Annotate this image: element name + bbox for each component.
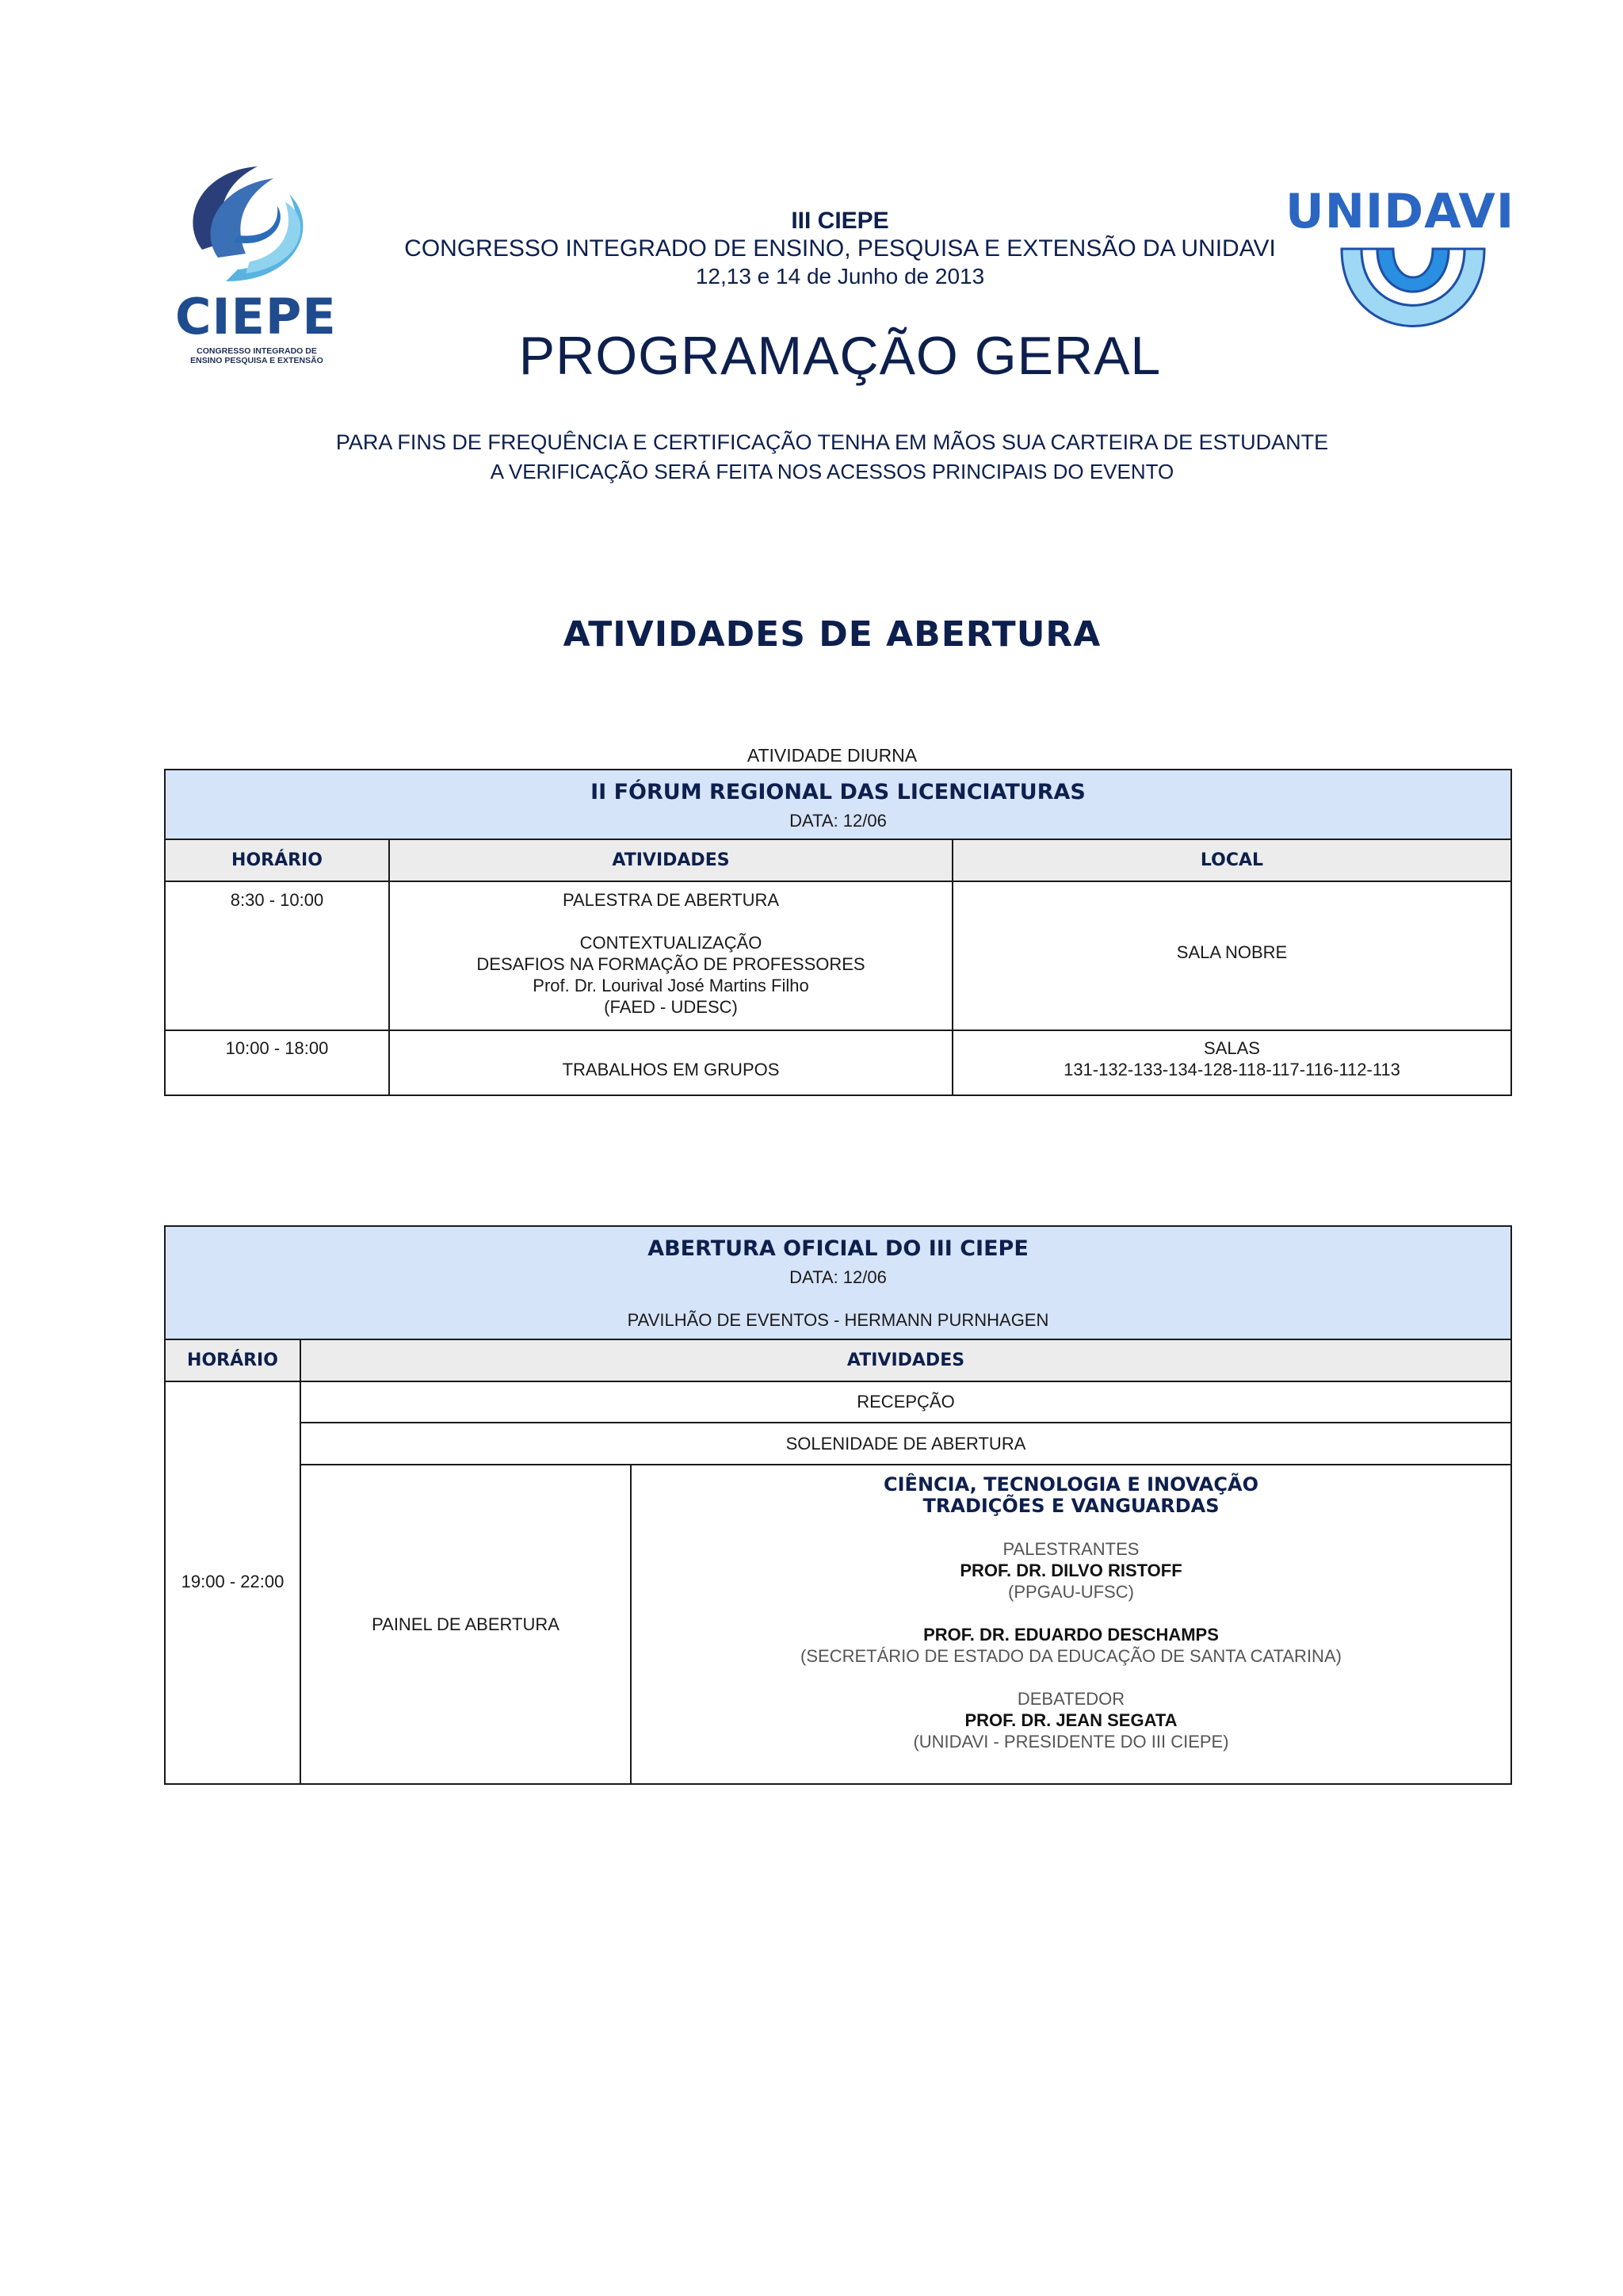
opening-panel-details xyxy=(632,1474,1510,1752)
unidavi-logo xyxy=(1282,184,1515,354)
opening-header-band xyxy=(166,1227,1510,1339)
forum-row2-time: 10:00 - 18:00 xyxy=(225,1038,329,1058)
panel-debater-label: DEBATEDOR xyxy=(1017,1689,1125,1709)
forum-caption: ATIVIDADE DIURNA xyxy=(747,745,918,766)
opening-time: 19:00 - 22:00 xyxy=(181,1572,285,1591)
opening-reception: RECEPÇÃO xyxy=(857,1392,955,1412)
forum-row2-location xyxy=(953,1037,1510,1080)
forum-row1-activity-line: PALESTRA DE ABERTURA xyxy=(562,890,780,910)
forum-table xyxy=(164,769,1512,1096)
page-title: PROGRAMAÇÃO GERAL xyxy=(518,326,1162,386)
ciepe-logo-word: CIEPE xyxy=(175,288,337,346)
panel-speaker2-name: PROF. DR. EDUARDO DESCHAMPS xyxy=(923,1625,1219,1645)
panel-theme-line-2: TRADIÇÕES E VANGUARDAS xyxy=(922,1495,1220,1517)
opening-title: ABERTURA OFICIAL DO III CIEPE xyxy=(647,1236,1029,1261)
panel-debater-name: PROF. DR. JEAN SEGATA xyxy=(964,1710,1178,1730)
forum-row1-activity-line: (FAED - UDESC) xyxy=(604,997,738,1017)
notice-line-1: PARA FINS DE FREQUÊNCIA E CERTIFICAÇÃO TENHA EM MÃOS SUA CARTEIRA DE ESTUDANTE xyxy=(335,430,1329,454)
forum-header-band xyxy=(166,770,1510,839)
forum-row1-location: SALA NOBRE xyxy=(1176,942,1288,962)
ciepe-swirl-icon xyxy=(170,162,341,289)
unidavi-logo-word: UNIDAVI xyxy=(1285,184,1515,239)
opening-col-time: HORÁRIO xyxy=(166,1340,300,1381)
opening-panel-label: PAINEL DE ABERTURA xyxy=(372,1614,559,1634)
forum-col-time: HORÁRIO xyxy=(166,840,388,881)
forum-col-activities: ATIVIDADES xyxy=(390,840,952,881)
forum-row1-activity-line: CONTEXTUALIZAÇÃO xyxy=(579,933,762,953)
panel-debater-affil: (UNIDAVI - PRESIDENTE DO III CIEPE) xyxy=(913,1732,1229,1752)
forum-row2-activity: TRABALHOS EM GRUPOS xyxy=(562,1060,780,1079)
panel-theme-line-1: CIÊNCIA, TECNOLOGIA E INOVAÇÃO xyxy=(884,1473,1258,1496)
ciepe-logo-subtitle-1: CONGRESSO INTEGRADO DE xyxy=(197,346,317,356)
forum-title: II FÓRUM REGIONAL DAS LICENCIATURAS xyxy=(590,780,1086,804)
event-name: III CIEPE xyxy=(791,208,889,234)
forum-row1-activity-line: DESAFIOS NA FORMAÇÃO DE PROFESSORES xyxy=(476,954,865,974)
congress-name: CONGRESSO INTEGRADO DE ENSINO, PESQUISA E EXTENSÃO DA UNIDAVI xyxy=(404,235,1276,262)
opening-col-activities: ATIVIDADES xyxy=(301,1340,1510,1381)
section-title: ATIVIDADES DE ABERTURA xyxy=(563,614,1102,655)
ciepe-logo xyxy=(170,162,341,369)
forum-col-location: LOCAL xyxy=(953,840,1510,881)
panel-speaker1-name: PROF. DR. DILVO RISTOFF xyxy=(960,1561,1182,1580)
panel-speaker2-affil: (SECRETÁRIO DE ESTADO DA EDUCAÇÃO DE SANTA CATARINA) xyxy=(800,1646,1342,1666)
notice-line-2: A VERIFICAÇÃO SERÁ FEITA NOS ACESSOS PRINCIPAIS DO EVENTO xyxy=(490,460,1174,483)
forum-row2-location-line: SALAS xyxy=(1204,1038,1260,1058)
ciepe-logo-subtitle xyxy=(174,346,340,365)
forum-row2-location-line: 131-132-133-134-128-118-117-116-112-113 xyxy=(1064,1060,1400,1079)
event-dates: 12,13 e 14 de Junho de 2013 xyxy=(695,264,985,288)
panel-speaker1-affil: (PPGAU-UFSC) xyxy=(1008,1582,1134,1602)
panel-speakers-label: PALESTRANTES xyxy=(1002,1539,1140,1559)
opening-venue: PAVILHÃO DE EVENTOS - HERMANN PURNHAGEN xyxy=(627,1310,1049,1330)
unidavi-arc-icon xyxy=(1338,233,1488,353)
opening-table xyxy=(164,1225,1512,1785)
ciepe-logo-subtitle-2: ENSINO PESQUISA E EXTENSÃO xyxy=(190,356,323,365)
opening-date: DATA: 12/06 xyxy=(789,1267,887,1287)
forum-date: DATA: 12/06 xyxy=(789,811,887,831)
forum-row1-activity xyxy=(390,889,952,1018)
forum-row1-activity-line: Prof. Dr. Lourival José Martins Filho xyxy=(533,976,809,995)
forum-row1-time: 8:30 - 10:00 xyxy=(230,890,324,910)
opening-solemnity: SOLENIDADE DE ABERTURA xyxy=(785,1434,1026,1454)
